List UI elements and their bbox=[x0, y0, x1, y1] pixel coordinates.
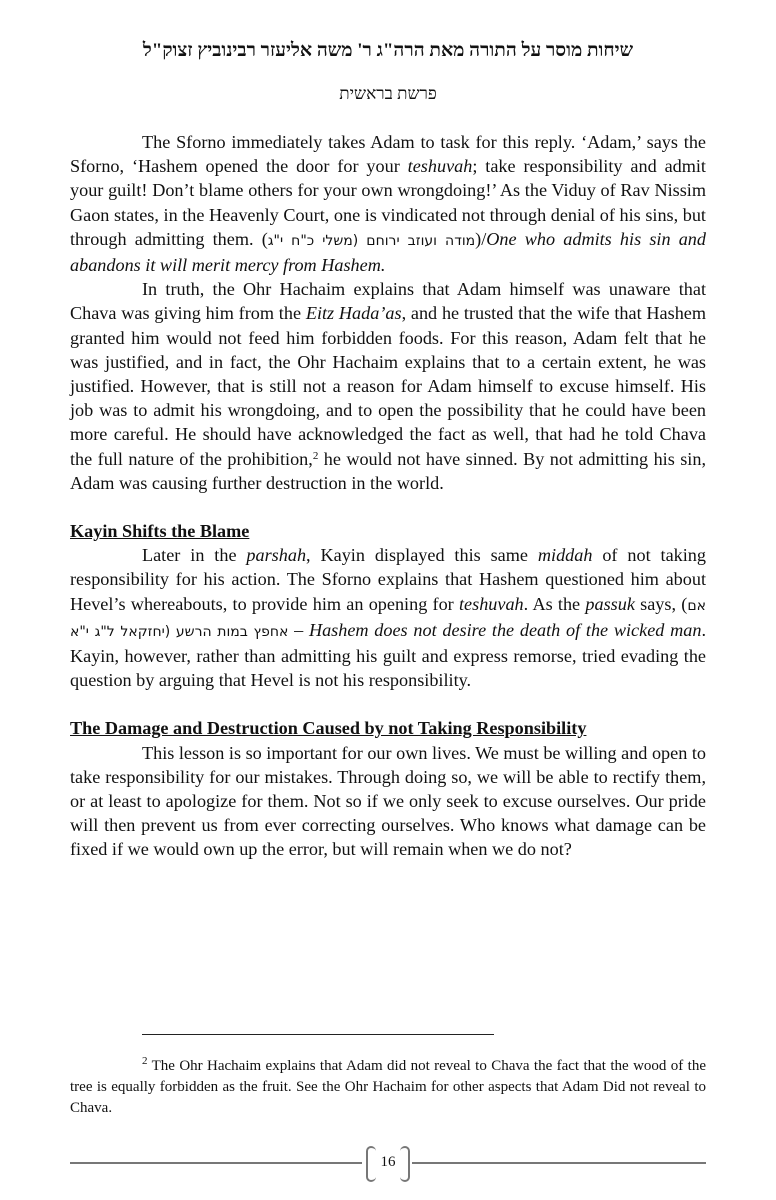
footnote-number: 2 bbox=[142, 1055, 148, 1067]
italic-translation: One who admits his sin and abandons it will merit mercy from Hashem. bbox=[70, 228, 706, 276]
section-heading-kayin: Kayin Shifts the Blame bbox=[70, 521, 250, 542]
text-run: The Sforno immediately takes Adam to task for this reply. ‘Adam,’ says the Sforno, ‘Hashem opened the door for your bbox=[70, 132, 706, 177]
main-text bbox=[70, 130, 706, 862]
italic-translation: Hashem does not desire the death of the wicked man bbox=[308, 619, 702, 640]
text-run: Later in the bbox=[142, 545, 247, 566]
hebrew-citation: אם אחפץ במות הרשע (יחזקאל ל"ג י"א bbox=[70, 597, 706, 640]
text-run: ; take responsibility and admit your guilt! Don’t blame others for your own wrongdoing!’ As the Viduy of Rav Nissim Gaon states, in the Heavenly Court, one is vindicated not through denial of his sins, but through admitting them. ( bbox=[70, 156, 706, 249]
parsha-subtitle: פרשת בראשית bbox=[339, 84, 437, 103]
footer-rule-left bbox=[70, 1162, 362, 1164]
text-run: – bbox=[288, 619, 309, 640]
running-header-title: שיחות מוסר על התורה מאת הרה"ג ר' משה אליעזר רבינוביץ זצוק"ל bbox=[142, 40, 634, 61]
italic-term: passuk bbox=[585, 593, 635, 614]
italic-term: middah bbox=[537, 545, 593, 566]
paragraph-sforno bbox=[70, 130, 706, 277]
text-run: says, ( bbox=[634, 593, 688, 614]
text-run: , Kayin displayed this same bbox=[306, 545, 538, 566]
footnote-ref[interactable]: 2 bbox=[312, 449, 319, 462]
italic-term: parshah bbox=[246, 545, 307, 566]
italic-term: teshuvah bbox=[459, 593, 524, 614]
hebrew-citation: מודה ועוזב ירוחם (משלי כ"ח י"ג bbox=[267, 232, 476, 249]
text-run: In truth, the Ohr Hachaim explains that Adam himself was unaware that Chava was giving him from the bbox=[70, 279, 706, 324]
footnote bbox=[70, 1056, 706, 1119]
text-run: . Kayin, however, rather than admitting his guilt and express remorse, tried evading the question by arguing that Hevel is not his responsibility. bbox=[70, 619, 706, 691]
page-number: 16 bbox=[366, 1144, 410, 1180]
footnote-divider bbox=[142, 1034, 494, 1035]
paragraph-kayin bbox=[70, 543, 706, 692]
page-footer bbox=[70, 1140, 706, 1180]
footnote-text: The Ohr Hachaim explains that Adam did not reveal to Chava the fact that the wood of the tree is equally forbidden as the fruit. See the Ohr Hachaim for other aspects that Adam Did not reveal to Chava. bbox=[70, 1058, 706, 1116]
text-run: of not taking responsibility for his action. The Sforno explains that Hashem questioned him about Hevel’s whereabouts, to provide him an opening for bbox=[70, 545, 706, 614]
text-run: he would not have sinned. By not admitting his sin, Adam was causing further destruction in the world. bbox=[70, 448, 706, 493]
italic-term: Eitz Hada’as bbox=[305, 303, 402, 324]
text-run: )/ bbox=[475, 228, 487, 249]
text-run: . As the bbox=[523, 593, 586, 614]
italic-term: teshuvah bbox=[407, 156, 473, 177]
section-heading-damage: The Damage and Destruction Caused by not Taking Responsibility bbox=[70, 718, 587, 739]
text-run: , and he trusted that the wife that Hashem granted him would not feed him forbidden foods. For this reason, Adam felt that he was justified, and in fact, the Ohr Hachaim explains that to a certain extent, he was justified. However, that is still not a reason for Adam himself to excuse himself. His job was to admit his wrongdoing, and to open the possibility that he could have been more careful. He should have acknowledged the fact as well, that had he told Chava the full nature of the prohibition, bbox=[70, 303, 707, 469]
paragraph-lesson: This lesson is so important for our own lives. We must be willing and open to take responsibility for our mistakes. Through doing so, we will be able to rectify them, or at least to apologize for them. Not so if we only seek to excuse ourselves. Our pride will then prevent us from ever correcting ourselves. Who knows what damage can be fixed if we would own up the error, but will remain when we do not? bbox=[70, 742, 706, 860]
footer-rule-right bbox=[412, 1162, 706, 1164]
paragraph-ohr-hachaim bbox=[70, 277, 706, 495]
